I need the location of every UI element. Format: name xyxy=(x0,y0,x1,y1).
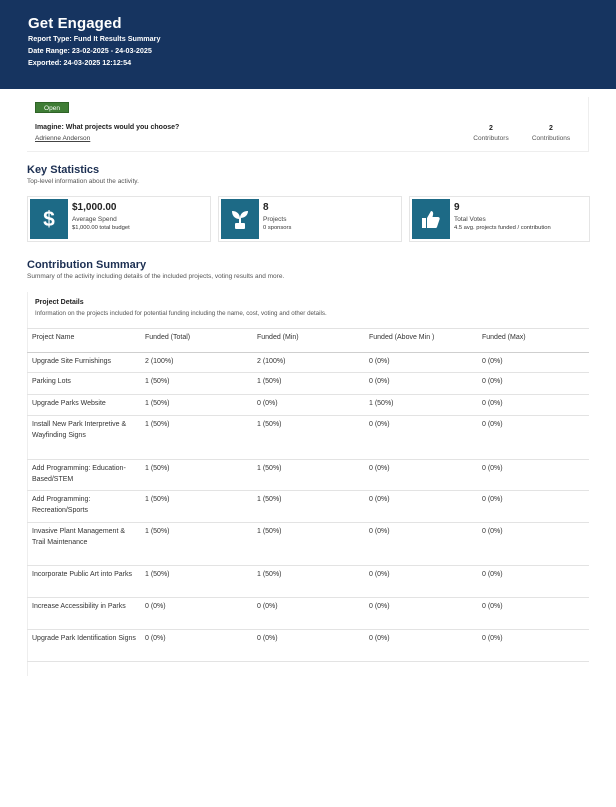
column-header: Funded (Total) xyxy=(145,334,191,341)
table-cell: 0 (0%) xyxy=(369,496,390,503)
table-row xyxy=(27,630,589,662)
stat-label: Average Spend xyxy=(72,216,117,223)
project-name-cell: Incorporate Public Art into Parks xyxy=(32,571,132,578)
contributions-count xyxy=(521,124,581,144)
project-name-cell: Upgrade Parks Website xyxy=(32,400,106,407)
table-cell: 0 (0%) xyxy=(482,635,503,642)
project-name-cell: Increase Accessibility in Parks xyxy=(32,603,126,610)
stat-label: Total Votes xyxy=(454,216,486,223)
table-cell: 0 (0%) xyxy=(482,603,503,610)
table-cell: 0 (0%) xyxy=(482,571,503,578)
report-title: Get Engaged xyxy=(28,15,122,32)
stat-sub: 0 sponsors xyxy=(263,225,292,231)
table-row xyxy=(27,373,589,395)
activity-author-link[interactable]: Adrienne Anderson xyxy=(35,135,91,142)
table-cell: 1 (50%) xyxy=(145,465,170,472)
table-cell: 1 (50%) xyxy=(257,378,282,385)
stat-card-projects xyxy=(218,196,402,242)
contributions-value: 2 xyxy=(549,125,553,132)
table-cell: 0 (0%) xyxy=(369,603,390,610)
table-cell: 0 (0%) xyxy=(369,421,390,428)
table-cell: 1 (50%) xyxy=(145,528,170,535)
status-badge: Open xyxy=(35,102,69,113)
table-cell: 0 (0%) xyxy=(482,528,503,535)
table-cell: 0 (0%) xyxy=(369,635,390,642)
table-row xyxy=(27,416,589,460)
table-cell: 0 (0%) xyxy=(369,528,390,535)
table-row xyxy=(27,395,589,416)
table-cell: 0 (0%) xyxy=(257,603,278,610)
stat-card-average-spend xyxy=(27,196,211,242)
table-cell: 0 (0%) xyxy=(369,571,390,578)
report-header xyxy=(0,0,616,89)
stat-sub: 4.5 avg. projects funded / contribution xyxy=(454,225,551,231)
table-cell: 0 (0%) xyxy=(257,400,278,407)
table-row xyxy=(27,353,589,373)
contributors-value: 2 xyxy=(489,125,493,132)
stat-value: $1,000.00 xyxy=(72,202,117,213)
project-name-cell: Upgrade Site Furnishings xyxy=(32,358,111,365)
table-row xyxy=(27,566,589,598)
project-name-cell: Upgrade Park Identification Signs xyxy=(32,635,136,642)
exported-timestamp: Exported: 24-03-2025 12:12:54 xyxy=(28,58,132,67)
stat-value: 8 xyxy=(263,202,269,213)
column-header: Funded (Min) xyxy=(257,334,299,341)
table-cell: 0 (0%) xyxy=(369,378,390,385)
table-cell: 0 (0%) xyxy=(369,358,390,365)
stat-label: Projects xyxy=(263,216,287,223)
report-type: Report Type: Fund It Results Summary xyxy=(28,34,161,43)
column-header: Funded (Above Min ) xyxy=(369,334,435,341)
table-cell: 1 (50%) xyxy=(257,496,282,503)
table-cell: 1 (50%) xyxy=(145,400,170,407)
table-cell: 1 (50%) xyxy=(145,421,170,428)
table-row xyxy=(27,460,589,491)
table-cell: 1 (50%) xyxy=(145,571,170,578)
thumbs-up-icon xyxy=(412,199,450,239)
sprout-icon xyxy=(221,199,259,239)
project-name-cell: Add Programming: Recreation/Sports xyxy=(32,496,91,514)
table-cell: 0 (0%) xyxy=(482,358,503,365)
stat-value: 9 xyxy=(454,202,460,213)
table-cell: 1 (50%) xyxy=(257,421,282,428)
table-cell: 1 (50%) xyxy=(145,378,170,385)
table-cell: 0 (0%) xyxy=(482,465,503,472)
table-cell: 1 (50%) xyxy=(369,400,394,407)
table-cell: 1 (50%) xyxy=(257,528,282,535)
table-cell: 1 (50%) xyxy=(257,571,282,578)
stat-card-total-votes xyxy=(409,196,590,242)
project-name-cell: Install New Park Interpretive & Wayfinding Signs xyxy=(32,421,127,439)
key-statistics-subtitle: Top-level information about the activity. xyxy=(27,178,139,185)
column-header: Project Name xyxy=(32,334,75,341)
project-name-cell: Parking Lots xyxy=(32,378,71,385)
table-cell: 0 (0%) xyxy=(369,465,390,472)
date-range: Date Range: 23-02-2025 - 24-03-2025 xyxy=(28,46,152,55)
stat-sub: $1,000.00 total budget xyxy=(72,225,130,231)
table-row xyxy=(27,523,589,566)
project-details-title: Project Details xyxy=(35,299,84,306)
contributors-count xyxy=(461,124,521,144)
table-cell: 1 (50%) xyxy=(257,465,282,472)
table-cell: 1 (50%) xyxy=(145,496,170,503)
table-cell: 0 (0%) xyxy=(482,378,503,385)
table-cell: 0 (0%) xyxy=(257,635,278,642)
project-name-cell: Invasive Plant Management & Trail Maintenance xyxy=(32,528,125,546)
key-statistics-title: Key Statistics xyxy=(27,164,100,176)
contributions-label: Contributions xyxy=(531,135,571,142)
table-cell: 2 (100%) xyxy=(145,358,174,365)
project-details-subtitle: Information on the projects included for potential funding including the name, cost, voting and other details. xyxy=(35,310,327,317)
dollar-icon xyxy=(30,199,68,239)
contributors-label: Contributors xyxy=(473,135,509,142)
contribution-summary-title: Contribution Summary xyxy=(27,259,147,271)
column-header: Funded (Max) xyxy=(482,334,526,341)
svg-text:$: $ xyxy=(43,208,55,231)
table-row xyxy=(27,491,589,523)
activity-name: Imagine: What projects would you choose? xyxy=(35,124,180,131)
table-cell: 0 (0%) xyxy=(482,400,503,407)
table-cell: 0 (0%) xyxy=(145,635,166,642)
project-name-cell: Add Programming: Education-Based/STEM xyxy=(32,465,126,483)
table-cell: 0 (0%) xyxy=(145,603,166,610)
contribution-summary-subtitle: Summary of the activity including details of the included projects, voting results and more. xyxy=(27,273,285,280)
table-cell: 2 (100%) xyxy=(257,358,286,365)
table-cell: 0 (0%) xyxy=(482,496,503,503)
table-cell: 0 (0%) xyxy=(482,421,503,428)
table-row xyxy=(27,598,589,630)
